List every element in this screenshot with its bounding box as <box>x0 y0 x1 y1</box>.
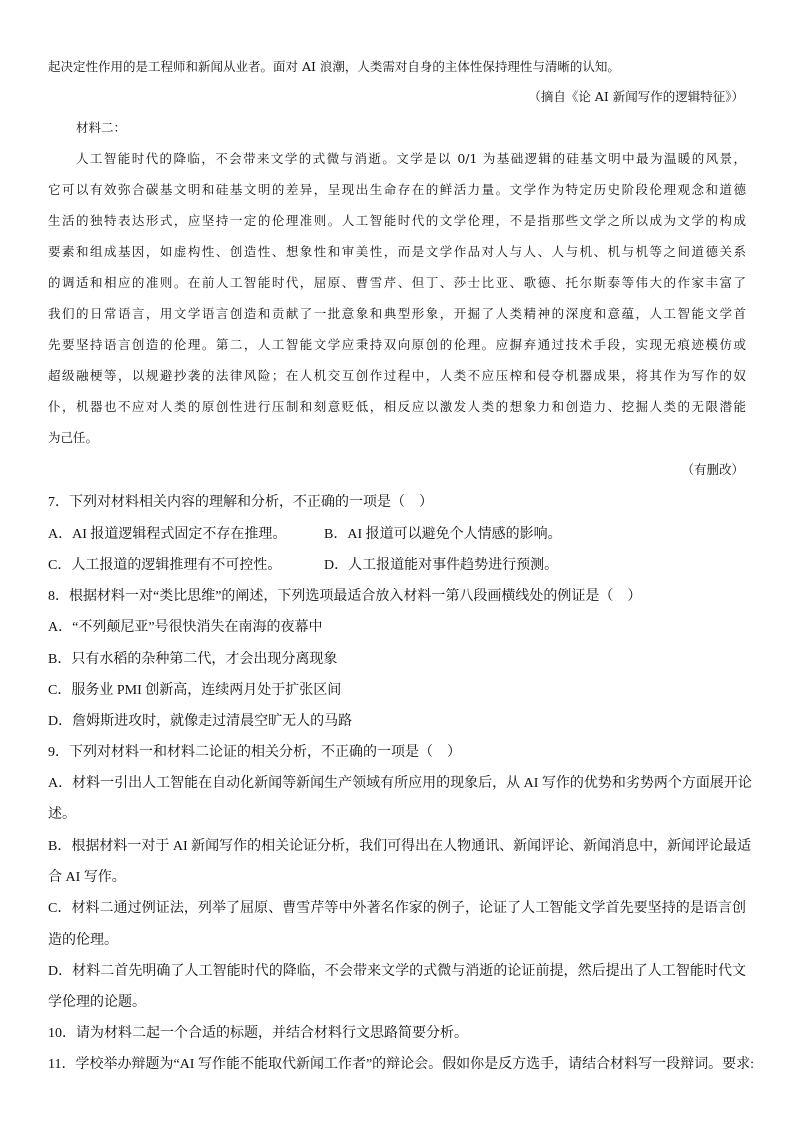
q9-option-d-line2: 学伦理的论题。 <box>48 995 146 1010</box>
q9-option-c-line1: C．材料二通过例证法，列举了屈原、曹雪芹等中外著名作家的例子，论证了人工智能文学首先要坚持的是语言创 <box>48 901 746 916</box>
q7-options-row2 <box>48 554 558 574</box>
q9-option-d-line1: D．材料二首先明确了人工智能时代的降临，不会带来文学的式微与消逝的论证前提，然后提出了人工智能时代文 <box>48 964 746 979</box>
q9-option-b-line2: 合 AI 写作。 <box>48 870 126 885</box>
q8-option-a[interactable]: A．“不列颠尼亚”号很快消失在南海的夜幕中 <box>48 620 323 635</box>
material1-tail: 起决定性作用的是工程师和新闻从业者。面对 AI 浪潮，人类需对自身的主体性保持理性与清晰的认知。 <box>48 59 620 74</box>
q9-option-c-line2: 造的伦理。 <box>48 933 118 948</box>
q7-option-a[interactable]: A．AI 报道逻辑程式固定不存在推理。 <box>48 527 287 542</box>
q8-option-b[interactable]: B．只有水稻的杂种第二代，才会出现分离现象 <box>48 652 338 667</box>
q9-option-a-line1: A．材料一引出人工智能在自动化新闻等新闻生产领域有所应用的现象后，从 AI 写作的优势和劣势两个方面展开论 <box>48 776 752 791</box>
material2-line: 仆，机器也不应对人类的原创性进行压制和刻意贬低，相反应以激发人类的想象力和创造力、挖掘人类的无限潜能 <box>48 399 746 414</box>
q7-option-c[interactable]: C．人工报道的逻辑推理有不可控性。 <box>48 558 282 573</box>
material2-line: 人工智能时代的降临，不会带来文学的式微与消逝。文学是以 0/1 为基础逻辑的硅基文明中最为温暖的风景， <box>76 151 746 166</box>
material2-line: 超级融梗等，以规避抄袭的法律风险；在人机交互创作过程中，人类不应压榨和侵夺机器成果，将其作为写作的奴 <box>48 368 746 383</box>
material2-line: 它可以有效弥合碳基文明和硅基文明的差异，呈现出生命存在的鲜活力量。文学作为特定历史阶段伦理观念和道德 <box>48 182 746 197</box>
material1-source: （摘自《论 AI 新闻写作的逻辑特征》） <box>528 89 744 104</box>
q7-option-d[interactable]: D．人工报道能对事件趋势进行预测。 <box>324 558 559 573</box>
material2-note: （有删改） <box>681 462 744 477</box>
material2-line: 要素和组成基因，如虚构性、创造性、想象性和审美性，而是文学作品对人与人、人与机、机与机等之间道德关系 <box>48 244 746 259</box>
material2-line: 先要坚持语言创造的伦理。第二，人工智能文学应秉持双向原创的伦理。应摒弃通过技术手段，实现无痕迹模仿或 <box>48 337 746 352</box>
q7-option-b[interactable]: B．AI 报道可以避免个人情感的影响。 <box>324 527 562 542</box>
q9-option-a-line2: 述。 <box>48 807 76 822</box>
material2-line: 为己任。 <box>48 430 99 445</box>
material2-line: 的调适和相应的准则。在前人工智能时代，屈原、曹雪芹、但丁、莎士比亚、歌德、托尔斯泰等伟大的作家丰富了 <box>48 275 746 290</box>
q9-stem: 9．下列对材料一和材料二论证的相关分析，不正确的一项是（ ） <box>48 745 461 760</box>
q7-stem: 7．下列对材料相关内容的理解和分析，不正确的一项是（ ） <box>48 495 433 510</box>
q7-options-row1 <box>48 523 562 543</box>
q10-stem: 10．请为材料二起一个合适的标题，并结合材料行文思路简要分析。 <box>48 1026 468 1041</box>
material2-line: 我们的日常语言，用文学语言创造和贡献了一批意象和典型形象，开掘了人类精神的深度和意蕴，人工智能文学首 <box>48 306 746 321</box>
q8-option-d[interactable]: D．詹姆斯进攻时，就像走过清晨空旷无人的马路 <box>48 714 353 729</box>
material2-heading: 材料二： <box>76 120 127 135</box>
q8-stem: 8．根据材料一对“类比思维”的阐述，下列选项最适合放入材料一第八段画横线处的例证是（ ） <box>48 589 642 604</box>
q8-option-c[interactable]: C．服务业 PMI 创新高，连续两月处于扩张区间 <box>48 683 342 698</box>
material2-line: 生活的独特表达形式，应坚持一定的伦理准则。人工智能时代的文学伦理，不是指那些文学之所以成为文学的构成 <box>48 213 746 228</box>
q11-stem: 11．学校举办辩题为“AI 写作能不能取代新闻工作者”的辩论会。假如你是反方选手，请结合材料写一段辩词。要求: <box>48 1057 755 1072</box>
q9-option-b-line1: B．根据材料一对于 AI 新闻写作的相关论证分析，我们可得出在人物通讯、新闻评论、新闻消息中，新闻评论最适 <box>48 839 752 854</box>
